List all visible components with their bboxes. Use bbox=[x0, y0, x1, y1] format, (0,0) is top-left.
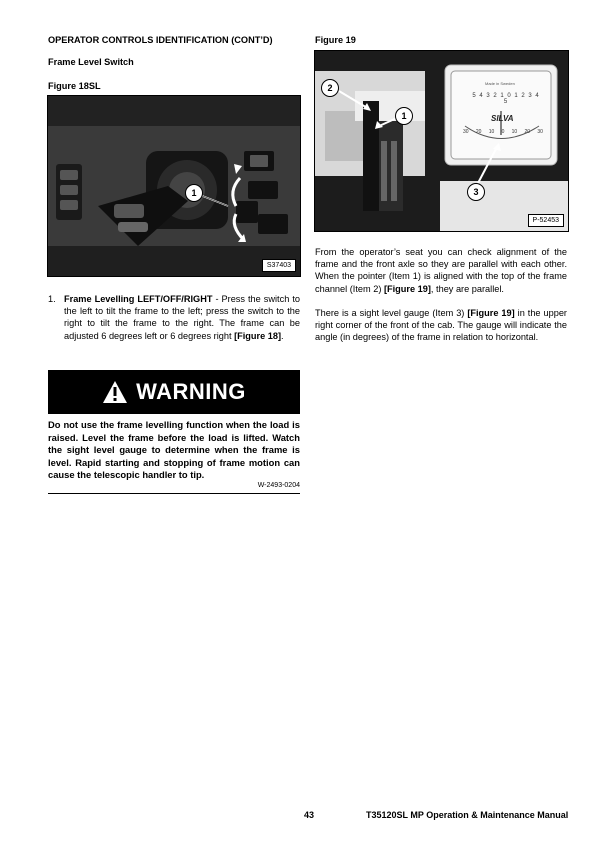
figure-19-label: Figure 19 bbox=[315, 35, 356, 45]
gauge-tick: 20 bbox=[475, 129, 482, 135]
figure-18-photo bbox=[47, 95, 301, 277]
warning-rule bbox=[48, 493, 300, 494]
gauge-tick: 30 bbox=[463, 129, 469, 135]
section-title: OPERATOR CONTROLS IDENTIFICATION (CONT’D) bbox=[48, 35, 273, 45]
para1-text-a: From the operator’s seat you can check alignment of the frame and the front axle so they are parallel with each other. When the pointer (Item 1) is aligned with the top of the frame channel (Item 2) bbox=[315, 247, 567, 294]
gauge-bottom-scale bbox=[463, 129, 543, 135]
warning-code: W-2493-0204 bbox=[257, 482, 300, 489]
figure-19-callout-2: 2 bbox=[321, 79, 339, 97]
figure-19-photo bbox=[314, 50, 569, 232]
page-number: 43 bbox=[304, 810, 315, 820]
para2-figure-ref: [Figure 19] bbox=[467, 308, 515, 318]
figure-18-callout: 1 bbox=[185, 184, 203, 202]
gauge-tick: 10 bbox=[511, 129, 518, 135]
warning-banner bbox=[48, 370, 300, 414]
gauge-brand: SILVA bbox=[491, 114, 514, 123]
gauge-tick: 20 bbox=[524, 129, 531, 135]
item-figure-ref: [Figure 18] bbox=[234, 330, 282, 341]
sight-gauge-paragraph bbox=[315, 307, 567, 344]
subsection-title: Frame Level Switch bbox=[48, 57, 134, 67]
alignment-paragraph bbox=[315, 246, 567, 295]
gauge-made-in: Made in Sweden bbox=[485, 81, 515, 86]
warning-heading: WARNING bbox=[136, 379, 246, 404]
gauge-top-scale: 5 4 3 2 1 0 1 2 3 4 5 bbox=[472, 93, 540, 105]
para1-text-b: , they are parallel. bbox=[430, 283, 504, 294]
figure-19-ref-code: P-52453 bbox=[528, 214, 564, 227]
figure-18-label: Figure 18SL bbox=[48, 81, 101, 91]
warning-text: Do not use the frame levelling function when the load is raised. Level the frame before the load is lifted. Watch the sight level gauge to determine when the frame is level. Rapid starting and stopping of frame motion can cause the telescopic handler to tip. bbox=[48, 419, 300, 481]
item-number: 1. bbox=[48, 294, 56, 304]
item-text: - Press the switch to the left to tilt the frame to the left; press the switch to the right to tilt the frame to the right. The frame can be adjusted 6 degrees left or 6 degrees right bbox=[64, 294, 300, 341]
frame-level-switch-illustration bbox=[48, 96, 300, 276]
gauge-tick: 0 bbox=[501, 129, 505, 135]
figure-19-callout-3: 3 bbox=[467, 183, 485, 201]
item-1-description bbox=[48, 293, 300, 342]
item-title: Frame Levelling LEFT/OFF/RIGHT bbox=[64, 294, 213, 304]
figure-19-callout-1: 1 bbox=[395, 107, 413, 125]
figure-18-ref-code: S37403 bbox=[262, 259, 296, 272]
gauge-tick: 10 bbox=[488, 129, 495, 135]
para1-figure-ref: [Figure 19] bbox=[383, 283, 431, 294]
frame-alignment-illustration bbox=[315, 51, 568, 231]
item-text-end: . bbox=[281, 330, 284, 341]
warning-triangle-icon bbox=[102, 380, 128, 404]
manual-title: T35120SL MP Operation & Maintenance Manual bbox=[366, 810, 569, 820]
para2-text-b: in the upper right corner of the front of the cab. The gauge will indicate the angle (in degrees) of the frame in relation to horizontal. bbox=[315, 308, 567, 343]
gauge-tick: 30 bbox=[537, 129, 543, 135]
para2-text-a: There is a sight level gauge (Item 3) bbox=[315, 308, 468, 318]
